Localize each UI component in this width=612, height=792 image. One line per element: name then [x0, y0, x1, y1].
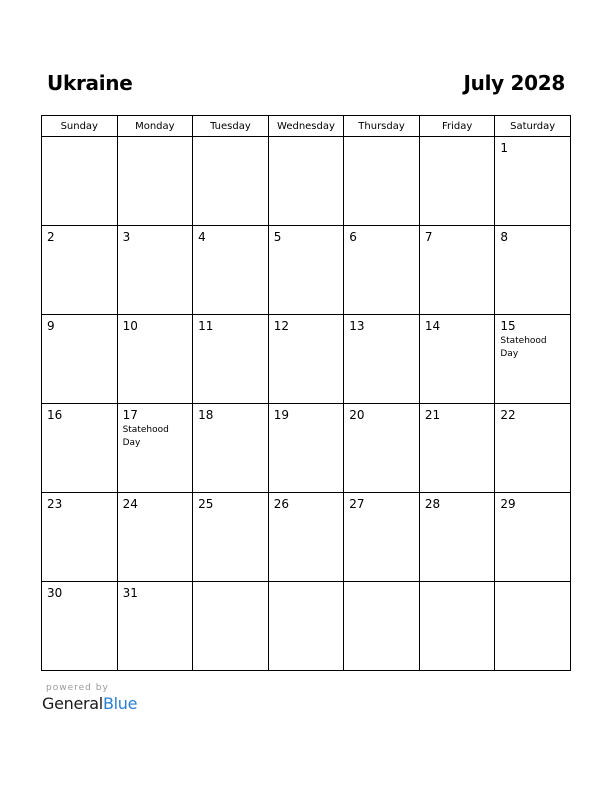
day-cell: [193, 226, 269, 315]
weekday-friday: Friday: [419, 116, 495, 137]
day-number: 1: [500, 141, 509, 155]
day-number: 4: [198, 230, 206, 244]
day-cell: [268, 137, 344, 226]
day-cell: [344, 315, 420, 404]
powered-by-label: powered by: [46, 683, 109, 693]
day-cell: [419, 315, 495, 404]
day-cell: [193, 404, 269, 493]
day-number: 21: [424, 408, 441, 422]
day-cell: [42, 493, 118, 582]
day-cell: [42, 315, 118, 404]
day-number: 31: [122, 586, 138, 600]
weekday-header-row: [42, 116, 571, 137]
calendar-grid: [41, 115, 571, 671]
week-row: [42, 226, 571, 315]
day-number: 10: [122, 319, 138, 333]
day-cell: [495, 315, 571, 404]
day-number: 20: [349, 408, 365, 422]
day-cell: [117, 226, 193, 315]
day-number: 26: [273, 497, 289, 511]
day-cell: [419, 493, 495, 582]
day-number: 27: [349, 497, 365, 511]
day-cell: [268, 582, 344, 671]
day-cell: [193, 582, 269, 671]
day-number: 23: [47, 497, 63, 511]
day-number: 30: [47, 586, 63, 600]
weekday-saturday: Saturday: [495, 116, 571, 137]
day-cell: [268, 493, 344, 582]
day-cell: [42, 137, 118, 226]
day-cell: [344, 226, 420, 315]
country-title: Ukraine: [47, 71, 133, 95]
day-cell: [495, 493, 571, 582]
day-cell: [117, 137, 193, 226]
day-number: 24: [122, 497, 138, 511]
day-number: 2: [47, 230, 55, 244]
day-cell: [344, 137, 420, 226]
day-cell: [42, 582, 118, 671]
day-number: 29: [500, 497, 516, 511]
week-row: [42, 315, 571, 404]
brand-text-general: General: [42, 694, 103, 713]
day-cell: [344, 404, 420, 493]
day-number: 28: [424, 497, 441, 511]
week-row: [42, 137, 571, 226]
week-row: [42, 582, 571, 671]
day-cell: [42, 404, 118, 493]
day-cell: [419, 137, 495, 226]
holiday-label: Statehood Day: [122, 425, 169, 448]
weekday-tuesday: Tuesday: [193, 116, 269, 137]
day-number: 19: [273, 408, 289, 422]
day-number: 17: [122, 408, 138, 422]
day-cell: [419, 404, 495, 493]
weekday-wednesday: Wednesday: [268, 116, 344, 137]
day-number: 6: [349, 230, 357, 244]
day-cell: [495, 226, 571, 315]
day-number: 18: [198, 408, 214, 422]
day-cell: [117, 404, 193, 493]
day-cell: [495, 582, 571, 671]
weekday-monday: Monday: [117, 116, 193, 137]
day-number: 16: [47, 408, 63, 422]
week-row: [42, 493, 571, 582]
day-cell: [42, 226, 118, 315]
day-number: 5: [273, 230, 282, 244]
day-cell: [419, 226, 495, 315]
week-row: [42, 404, 571, 493]
day-number: 9: [47, 319, 55, 333]
day-cell: [268, 315, 344, 404]
day-cell: [495, 404, 571, 493]
day-cell: [117, 493, 193, 582]
day-number: 3: [122, 230, 131, 244]
day-cell: [419, 582, 495, 671]
day-number: 15: [500, 319, 516, 333]
day-cell: [117, 582, 193, 671]
day-cell: [344, 582, 420, 671]
holiday-label: Statehood Day: [500, 336, 547, 359]
brand-text-blue: Blue: [102, 694, 138, 713]
day-cell: [193, 315, 269, 404]
day-number: 12: [273, 319, 289, 333]
day-cell: [193, 137, 269, 226]
day-cell: [193, 493, 269, 582]
month-title: July 2028: [463, 71, 565, 95]
day-number: 14: [424, 319, 441, 333]
day-number: 11: [198, 319, 214, 333]
day-cell: [268, 404, 344, 493]
day-number: 8: [500, 230, 509, 244]
day-number: 7: [424, 230, 433, 244]
weekday-thursday: Thursday: [344, 116, 420, 137]
day-cell: [344, 493, 420, 582]
day-cell: [268, 226, 344, 315]
day-number: 13: [349, 319, 365, 333]
day-number: 25: [198, 497, 214, 511]
day-cell: [117, 315, 193, 404]
day-cell: [495, 137, 571, 226]
generalblue-logo: [42, 694, 137, 713]
day-number: 22: [500, 408, 516, 422]
weekday-sunday: Sunday: [42, 116, 118, 137]
